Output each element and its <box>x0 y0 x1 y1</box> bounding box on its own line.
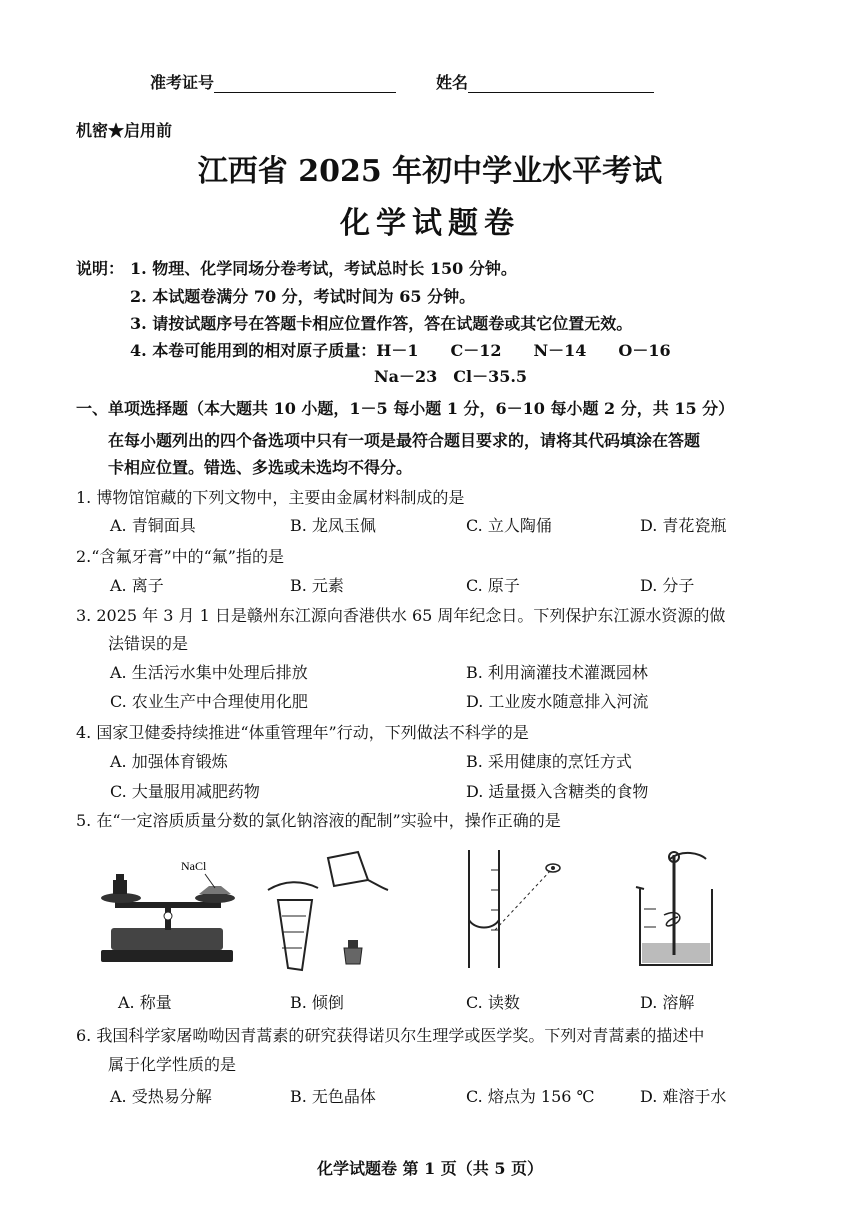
q1-option-d: D. 青花瓷瓶 <box>640 516 727 535</box>
q6-option-a: A. 受热易分解 <box>110 1087 212 1106</box>
q5-option-a: A. 称量 <box>118 993 172 1012</box>
page-footer: 化学试题卷 第 1 页（共 5 页） <box>316 1159 544 1178</box>
pouring-liquid-figure <box>258 840 398 980</box>
section-instructions-1: 在每小题列出的四个备选项中只有一项是最符合题目要求的，请将其代码填涂在答题 <box>108 431 701 450</box>
q2-option-c: C. 原子 <box>466 576 520 595</box>
q6-option-b: B. 无色晶体 <box>290 1087 376 1106</box>
q3-option-d: D. 工业废水随意排入河流 <box>466 692 649 711</box>
q2-option-a: A. 离子 <box>110 576 164 595</box>
secret-mark: 机密★启用前 <box>76 121 173 140</box>
note-4-masses: Na－23 Cl－35.5 <box>374 367 528 386</box>
q2-stem: 2.“含氟牙膏”中的“氟”指的是 <box>76 547 284 566</box>
q4-option-d: D. 适量摄入含糖类的食物 <box>466 782 649 801</box>
q6-option-d: D. 难溶于水 <box>640 1087 727 1106</box>
note-1: 1. 物理、化学同场分卷考试，考试总时长 150 分钟。 <box>130 259 517 278</box>
q2-option-d: D. 分子 <box>640 576 695 595</box>
q4-option-c: C. 大量服用减肥药物 <box>110 782 260 801</box>
q4-option-a: A. 加强体育锻炼 <box>110 752 228 771</box>
q2-option-b: B. 元素 <box>290 576 344 595</box>
dissolving-beaker-figure <box>630 845 740 975</box>
q6-option-c: C. 熔点为 156 ℃ <box>466 1087 595 1106</box>
q4-stem: 4. 国家卫健委持续推进“体重管理年”行动，下列做法不科学的是 <box>76 723 529 742</box>
q3-option-c: C. 农业生产中合理使用化肥 <box>110 692 308 711</box>
q5-option-b: B. 倾倒 <box>290 993 344 1012</box>
exam-id-field <box>150 70 396 93</box>
q6-stem-1: 6. 我国科学家屠呦呦因青蒿素的研究获得诺贝尔生理学或医学奖。下列对青蒿素的描述中 <box>76 1026 705 1045</box>
page-subtitle: 化学试题卷 <box>340 206 520 241</box>
balance-scale-figure <box>95 850 245 970</box>
q5-option-d: D. 溶解 <box>640 993 695 1012</box>
name-blank <box>468 74 654 93</box>
nacl-label: NaCl <box>181 859 207 873</box>
q3-stem-1: 3. 2025 年 3 月 1 日是赣州东江源向香港供水 65 周年纪念日。下列保护东江源水资源的做 <box>76 606 726 625</box>
q3-stem-2: 法错误的是 <box>108 634 189 653</box>
page-title: 江西省 2025 年初中学业水平考试 <box>197 154 663 189</box>
q1-option-a: A. 青铜面具 <box>110 516 196 535</box>
name-field <box>436 70 654 93</box>
section-instructions-2: 卡相应位置。错选、多选或未选均不得分。 <box>108 458 413 477</box>
q3-option-b: B. 利用滴灌技术灌溉园林 <box>466 663 648 682</box>
note-2: 2. 本试题卷满分 70 分，考试时间为 65 分钟。 <box>130 287 476 306</box>
reading-cylinder-figure <box>455 850 565 970</box>
exam-id-blank <box>214 74 396 93</box>
q4-option-b: B. 采用健康的烹饪方式 <box>466 752 632 771</box>
name-label: 姓名 <box>436 73 469 92</box>
exam-id-label: 准考证号 <box>150 73 215 92</box>
q5-stem: 5. 在“一定溶质质量分数的氯化钠溶液的配制”实验中，操作正确的是 <box>76 811 561 830</box>
q1-option-c: C. 立人陶俑 <box>466 516 552 535</box>
note-4: 4. 本卷可能用到的相对原子质量：H－1 C－12 N－14 O－16 <box>130 341 671 360</box>
q1-stem: 1. 博物馆馆藏的下列文物中，主要由金属材料制成的是 <box>76 488 465 507</box>
q5-option-c: C. 读数 <box>466 993 520 1012</box>
q6-stem-2: 属于化学性质的是 <box>108 1055 237 1074</box>
notes-label: 说明： <box>76 259 125 278</box>
note-3: 3. 请按试题序号在答题卡相应位置作答，答在试题卷或其它位置无效。 <box>130 314 633 333</box>
section-heading: 一、单项选择题（本大题共 10 小题，1－5 每小题 1 分，6－10 每小题 2 分，共 15 分） <box>76 399 735 418</box>
q1-option-b: B. 龙凤玉佩 <box>290 516 376 535</box>
q3-option-a: A. 生活污水集中处理后排放 <box>110 663 308 682</box>
